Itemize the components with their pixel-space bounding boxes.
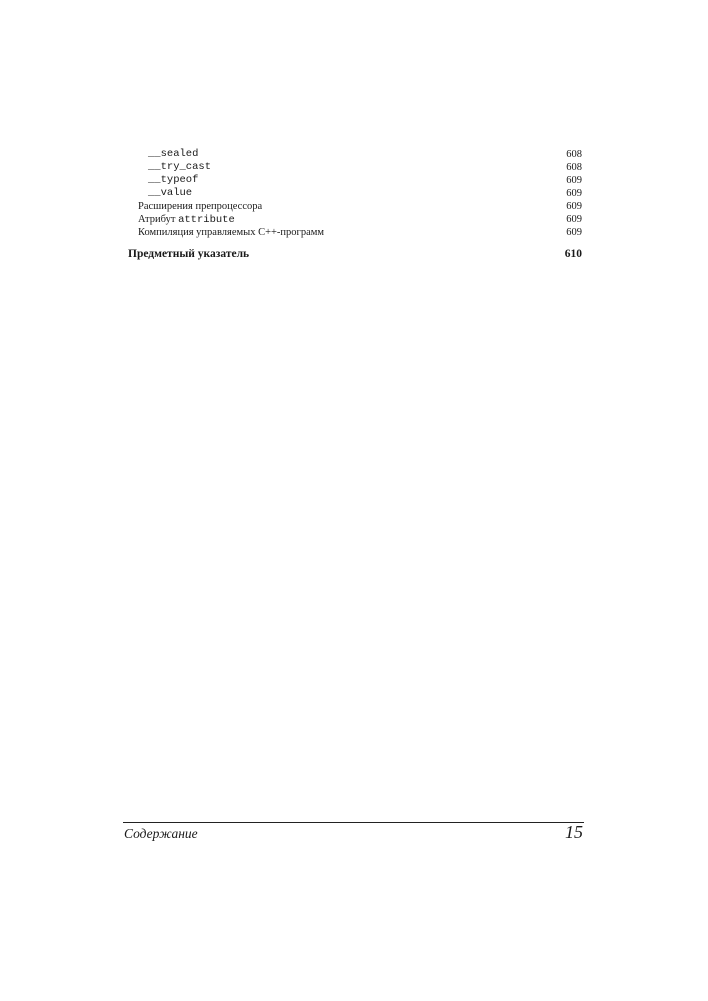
footer-divider [123, 822, 584, 823]
running-footer-title: Содержание [124, 826, 198, 841]
toc-entry-title: __sealed [148, 148, 199, 160]
toc-entry-title: Расширения препроцессора [138, 201, 263, 212]
page-number: 15 [565, 822, 583, 842]
toc-entry-page: 609 [566, 175, 582, 186]
toc-entry-page: 609 [566, 201, 582, 212]
toc-entry[interactable] [128, 200, 582, 213]
toc-entry-page: 608 [566, 149, 582, 160]
toc-entry-page: 608 [566, 162, 582, 173]
toc-entry[interactable] [128, 187, 582, 200]
toc-entry-title: __typeof [148, 174, 199, 186]
toc-entry-page: 609 [566, 188, 582, 199]
toc-entry[interactable] [128, 213, 582, 226]
toc-entry-title: Предметный указатель [128, 248, 250, 260]
toc-entry-title: __try_cast [148, 161, 212, 173]
toc-entry[interactable] [128, 174, 582, 187]
toc-entry[interactable] [128, 226, 582, 239]
toc-entry-title [138, 213, 235, 227]
toc-entry[interactable] [128, 148, 582, 161]
toc-entry-page: 610 [564, 248, 582, 260]
toc-entry-title: Компиляция управляемых C++-программ [138, 227, 325, 238]
toc-entry-title: __value [148, 187, 193, 199]
toc-entry-top-level[interactable] [128, 246, 582, 262]
table-of-contents [128, 148, 582, 262]
toc-entry[interactable] [128, 161, 582, 174]
toc-entry-page: 609 [566, 214, 582, 225]
toc-entry-title-text: Атрибут [138, 214, 179, 225]
toc-entry-page: 609 [566, 227, 582, 238]
toc-entry-title-code: attribute [178, 214, 235, 226]
